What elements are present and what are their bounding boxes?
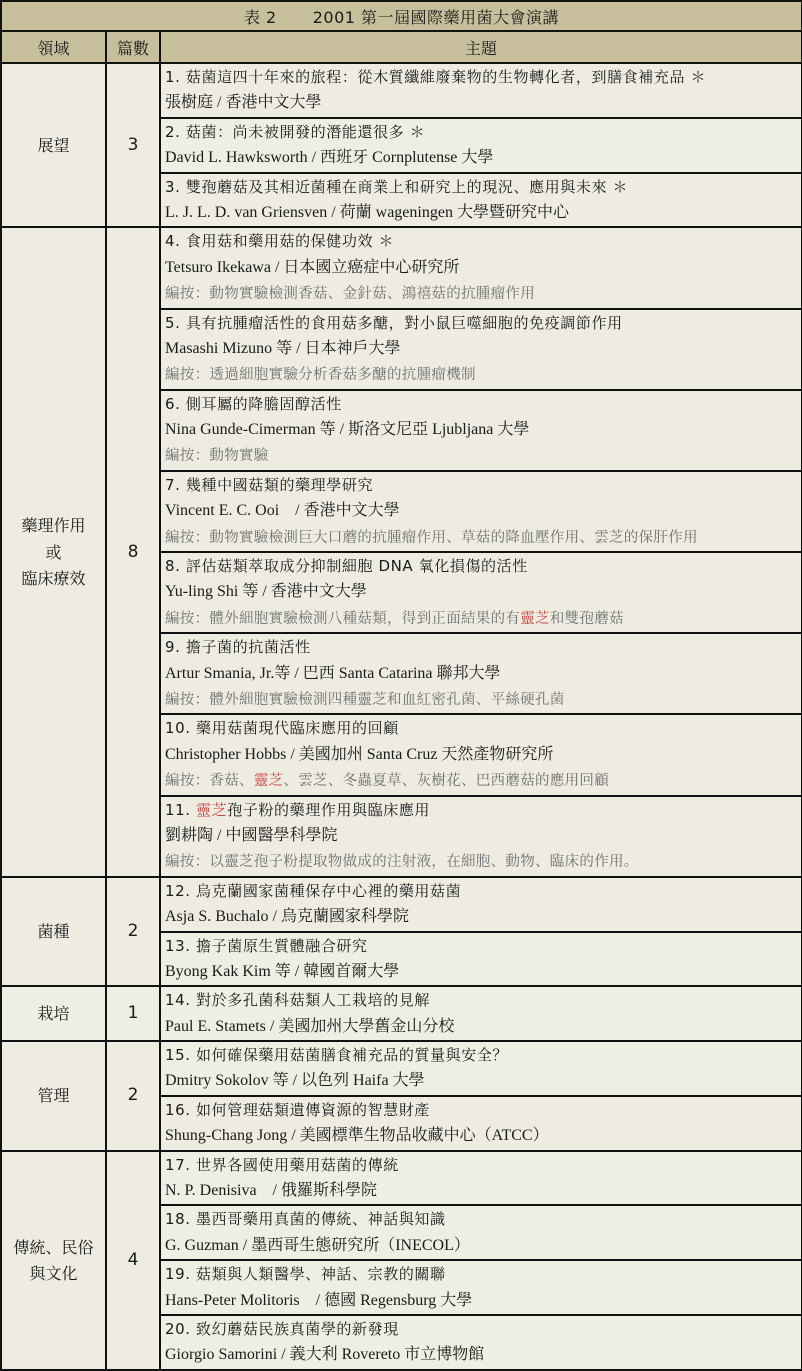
- topic-cell: [160, 714, 802, 795]
- topic-cell: [160, 1096, 802, 1151]
- topic-cell: [160, 1315, 802, 1370]
- talk-title: 8. 評估菇類萃取成分抑制細胞 DNA 氧化損傷的活性: [165, 557, 528, 576]
- editor-note: [165, 606, 797, 632]
- domain-label: 與文化: [29, 1264, 78, 1284]
- topic-cell: [160, 1041, 802, 1096]
- editor-note: 編按：動物實驗檢測香菇、金針菇、鴻禧菇的抗腫瘤作用: [165, 286, 535, 303]
- talk-author: Christopher Hobbs / 美國加州 Santa Cruz 天然產物研究所: [165, 745, 554, 763]
- highlight-lingzhi: 靈芝: [253, 773, 284, 790]
- talk-author: Shung-Chang Jong / 美國標準生物品收藏中心（ATCC）: [165, 1127, 549, 1145]
- domain-cell: [1, 63, 106, 227]
- talk-author: Yu-ling Shi 等 / 香港中文大學: [165, 583, 367, 601]
- table-row: [1, 877, 802, 932]
- talk-title: 15. 如何確保藥用菇菌膳食補充品的質量與安全？: [165, 1046, 509, 1065]
- table-row: [1, 227, 802, 308]
- domain-cell: [1, 1041, 106, 1151]
- talk-title: 10. 藥用菇菌現代臨床應用的回顧: [165, 719, 399, 738]
- talk-title: 5. 具有抗腫瘤活性的食用菇多醣，對小鼠巨噬細胞的免疫調節作用: [165, 313, 623, 332]
- topic-cell: [160, 1205, 802, 1260]
- talk-author: Artur Smania, Jr.等 / 巴西 Santa Catarina 聯邦大學: [165, 664, 501, 682]
- count-cell: 2: [106, 877, 160, 987]
- editor-note: 編按：以靈芝孢子粉提取物做成的注射液，在細胞、動物、臨床的作用。: [165, 854, 639, 871]
- talk-author: Paul E. Stamets / 美國加州大學舊金山分校: [165, 1017, 455, 1035]
- domain-label: 管理: [37, 1086, 70, 1106]
- talk-title: 18. 墨西哥藥用真菌的傳統、神話與知識: [165, 1210, 446, 1229]
- talk-title: 14. 對於多孔菌科菇類人工栽培的見解: [165, 991, 431, 1010]
- editor-note: 編按：動物實驗檢測巨大口蘑的抗腫瘤作用、草菇的降血壓作用、雲芝的保肝作用: [165, 529, 698, 546]
- talk-author: Giorgio Samorini / 義大利 Rovereto 市立博物館: [165, 1346, 485, 1364]
- talk-author: G. Guzman / 墨西哥生態研究所（INECOL）: [165, 1236, 470, 1254]
- talk-title: 19. 菇類與人類醫學、神話、宗教的關聯: [165, 1265, 446, 1284]
- topic-cell: [160, 986, 802, 1041]
- talk-title: 2. 菇菌：尚未被開發的潛能還很多 ＊: [165, 122, 426, 141]
- domain-label: 栽培: [37, 1004, 70, 1024]
- talk-title: 16. 如何管理菇類遺傳資源的智慧財產: [165, 1100, 431, 1119]
- talk-author: 劉耕陶 / 中國醫學科學院: [165, 826, 338, 844]
- talk-title: 17. 世界各國使用藥用菇菌的傳統: [165, 1155, 399, 1174]
- talk-title: 1. 菇菌這四十年來的旅程：從木質纖維廢棄物的生物轉化者，到膳食補充品 ＊: [165, 68, 707, 86]
- topic-cell: [160, 1151, 802, 1206]
- talk-title: 12. 烏克蘭國家菌種保存中心裡的藥用菇菌: [165, 881, 462, 900]
- talk-author: David L. Hawksworth / 西班牙 Cornplutense 大學: [165, 149, 494, 167]
- domain-label: 或: [45, 542, 62, 562]
- topic-cell: [160, 390, 802, 471]
- caption-number: 表 2: [243, 7, 277, 27]
- count-cell: 1: [106, 986, 160, 1041]
- talk-title: 4. 食用菇和藥用菇的保健功效 ＊: [165, 232, 395, 251]
- table-row: [1, 986, 802, 1041]
- talk-author: Hans-Peter Molitoris / 德國 Regensburg 大學: [165, 1291, 473, 1309]
- talk-author: Asja S. Buchalo / 烏克蘭國家科學院: [165, 908, 409, 926]
- talk-author: Nina Gunde-Cimerman 等 / 斯洛文尼亞 Ljubljana 大學: [165, 421, 530, 439]
- topic-cell: [160, 309, 802, 390]
- topic-cell: [160, 227, 802, 308]
- domain-cell: [1, 877, 106, 987]
- talk-title: 7. 幾種中國菇類的藥理學研究: [165, 475, 374, 494]
- topic-cell: [160, 1260, 802, 1315]
- header-row: [1, 31, 802, 63]
- domain-label: 展望: [37, 135, 70, 155]
- talk-author: Masashi Mizuno 等 / 日本神戶大學: [165, 339, 401, 357]
- topic-cell: [160, 63, 802, 118]
- domain-cell: [1, 986, 106, 1041]
- caption-row: [1, 1, 802, 31]
- table-row: [1, 63, 802, 118]
- editor-note: 編按：透過細胞實驗分析香菇多醣的抗腫瘤機制: [165, 367, 476, 384]
- topic-cell: [160, 552, 802, 633]
- domain-label: 臨床療效: [21, 569, 86, 589]
- topic-cell: [160, 932, 802, 987]
- domain-label: 傳統、民俗: [13, 1237, 94, 1257]
- count-cell: 2: [106, 1041, 160, 1151]
- highlight-lingzhi: 靈芝: [520, 610, 550, 627]
- editor-note: 編按：動物實驗: [165, 448, 269, 465]
- talk-author: N. P. Denisiva / 俄羅斯科學院: [165, 1182, 378, 1200]
- domain-label: 藥理作用: [21, 516, 86, 536]
- talk-title: [165, 797, 797, 823]
- count-cell: 3: [106, 63, 160, 227]
- header-count: 篇數: [106, 31, 160, 63]
- talk-author: Dmitry Sokolov 等 / 以色列 Haifa 大學: [165, 1072, 425, 1090]
- talk-author: L. J. L. D. van Griensven / 荷蘭 wageningen 大學暨研究中心: [165, 203, 569, 221]
- note-text: 、雲芝、冬蟲夏草、灰樹花、巴西蘑菇的應用回顧: [283, 773, 610, 790]
- talk-title: 20. 致幻蘑菇民族真菌學的新發現: [165, 1319, 399, 1338]
- table-caption: [1, 1, 802, 31]
- topic-cell: [160, 118, 802, 173]
- table-row: [1, 1151, 802, 1206]
- note-text: 編按：體外細胞實驗檢測八種菇類，得到正面結果的有: [165, 610, 521, 627]
- talk-title: 6. 側耳屬的降膽固醇活性: [165, 394, 342, 413]
- note-text: 編按：香菇、: [165, 773, 254, 790]
- talk-title: 9. 擔子菌的抗菌活性: [165, 638, 311, 657]
- topic-cell: [160, 796, 802, 877]
- talk-author: Tetsuro Ikekawa / 日本國立癌症中心研究所: [165, 258, 460, 276]
- topic-cell: [160, 471, 802, 552]
- talk-title: 13. 擔子菌原生質體融合研究: [165, 936, 368, 955]
- talk-title: 3. 雙孢蘑菇及其相近菌種在商業上和研究上的現況、應用與未來 ＊: [165, 177, 629, 196]
- topic-cell: [160, 877, 802, 932]
- highlight-lingzhi: 靈芝: [196, 800, 228, 819]
- editor-note: [165, 768, 797, 794]
- caption-title: 2001 第一屆國際藥用菌大會演講: [312, 7, 560, 27]
- editor-note: 編按：體外細胞實驗檢測四種靈芝和血紅密孔菌、平絲硬孔菌: [165, 691, 565, 708]
- note-text: 和雙孢蘑菇: [549, 610, 624, 627]
- talk-author: Vincent E. C. Ooi / 香港中文大學: [165, 502, 400, 520]
- topic-cell: [160, 633, 802, 714]
- domain-cell: [1, 227, 106, 876]
- table-row: [1, 1041, 802, 1096]
- header-topic: 主題: [160, 31, 802, 63]
- count-cell: 8: [106, 227, 160, 876]
- title-text: 11.: [165, 800, 197, 819]
- talk-author: 張樹庭 / 香港中文大學: [165, 94, 322, 112]
- count-cell: 4: [106, 1151, 160, 1370]
- talk-author: Byong Kak Kim 等 / 韓國首爾大學: [165, 962, 400, 980]
- header-domain: 領域: [1, 31, 106, 63]
- topic-cell: [160, 173, 802, 228]
- domain-label: 菌種: [37, 922, 70, 941]
- domain-cell: [1, 1151, 106, 1370]
- title-text: 孢子粉的藥理作用與臨床應用: [227, 800, 431, 819]
